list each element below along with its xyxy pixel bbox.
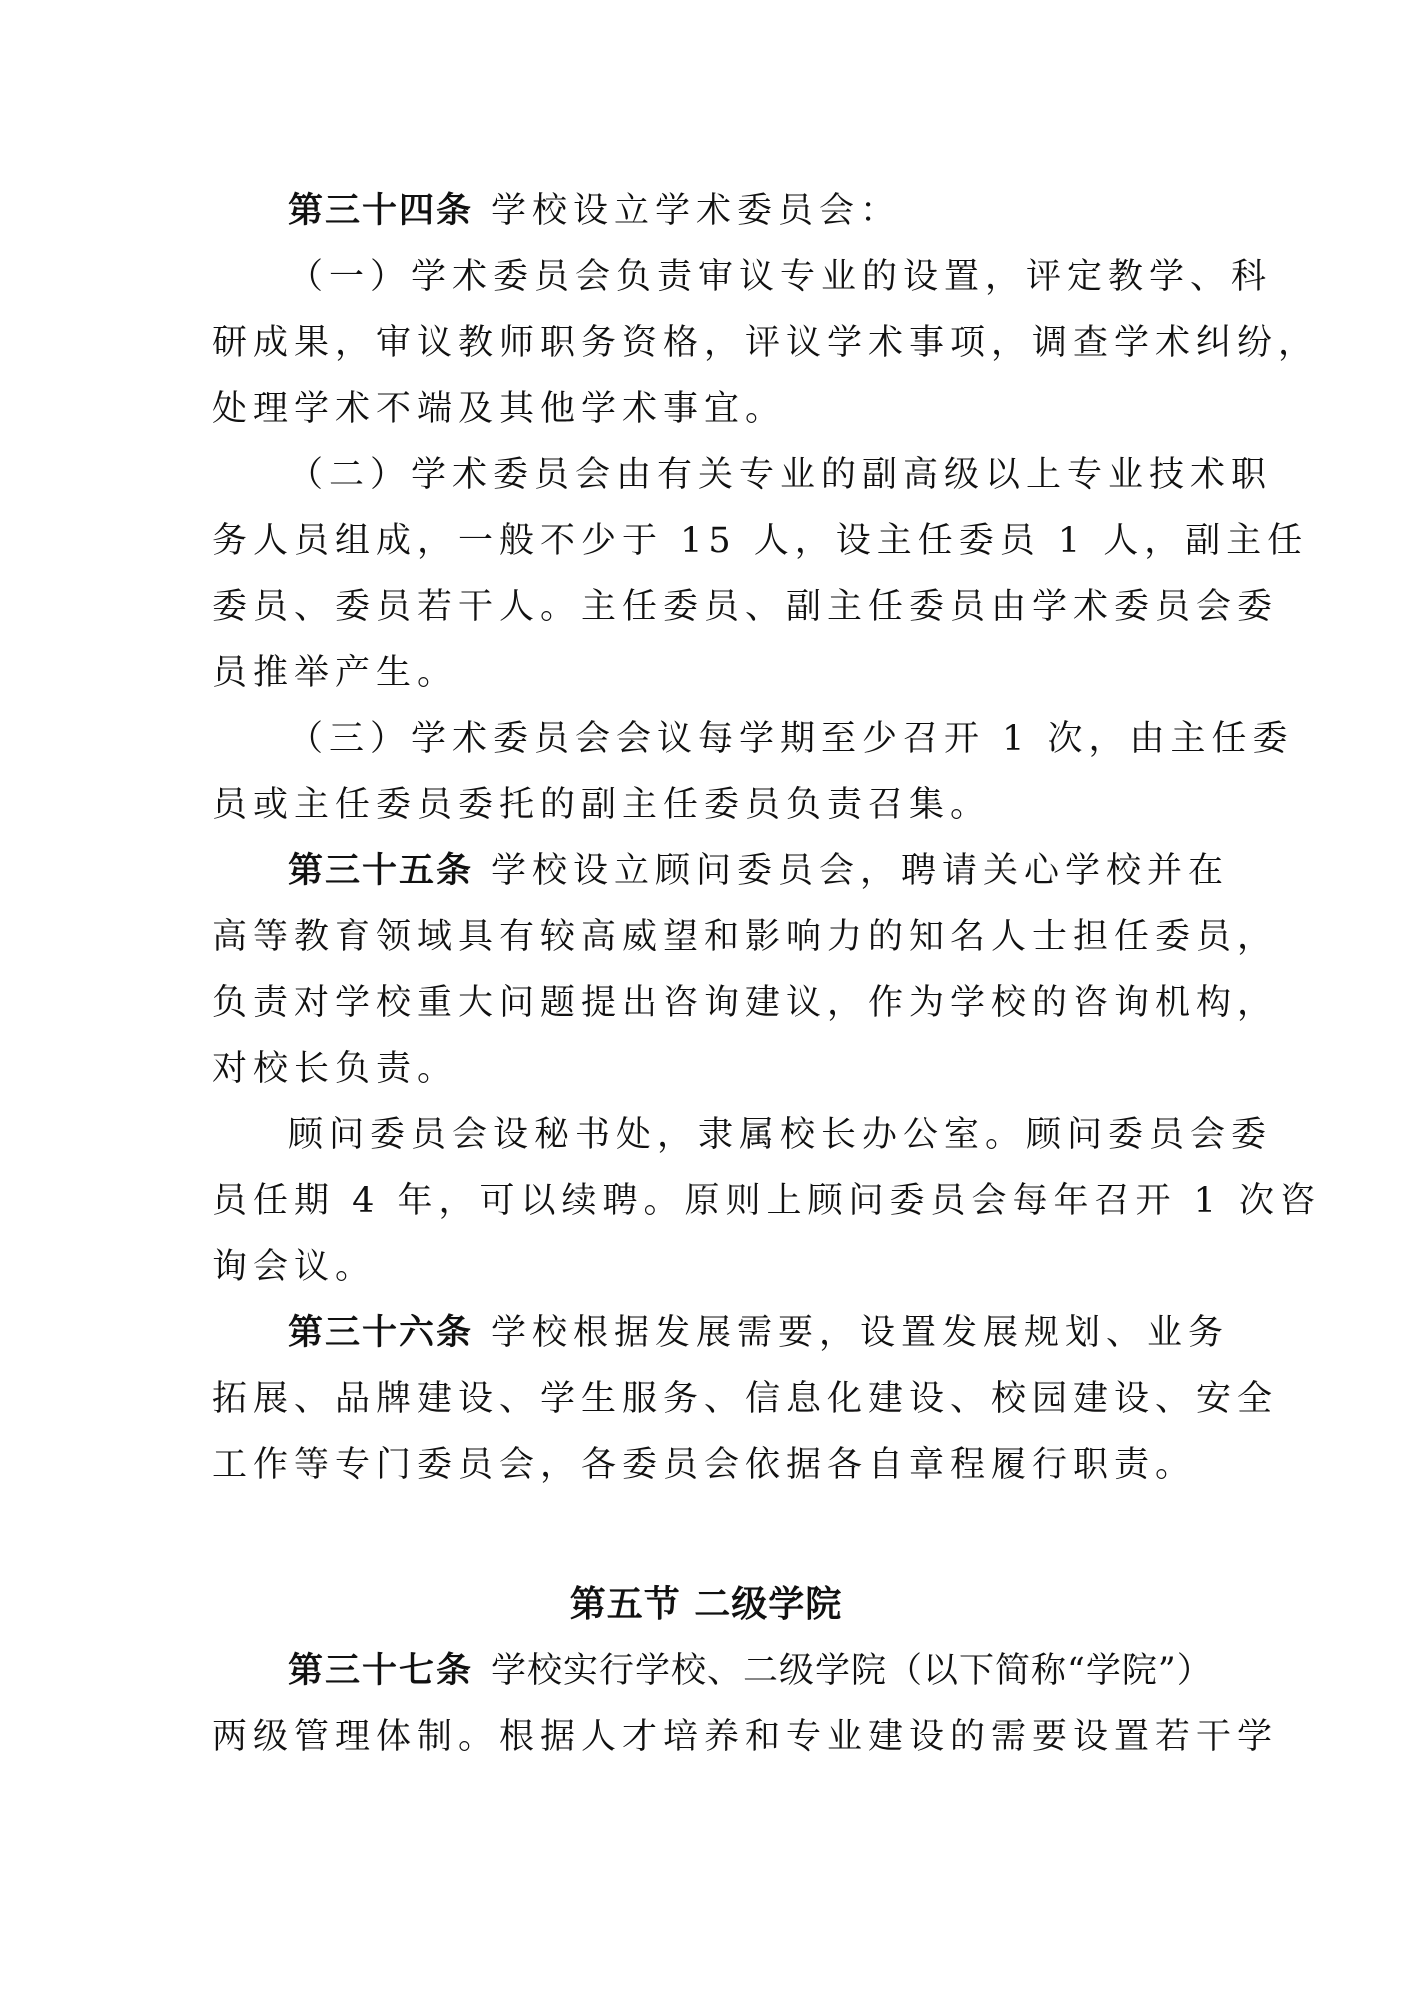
article-34-item-2-line-3: 委员、委员若干人。主任委员、副主任委员由学术委员会委 <box>212 587 1279 627</box>
article-35-line-4: 对校长负责。 <box>212 1049 459 1089</box>
article-36-line-2: 拓展、品牌建设、学生服务、信息化建设、校园建设、安全 <box>212 1379 1279 1419</box>
article-35-label: 第三十五条 <box>288 850 474 891</box>
article-35-first-line: 学校设立顾问委员会，聘请关心学校并在 <box>491 851 1230 891</box>
article-35-para2-line-1: 顾问委员会设秘书处，隶属校长办公室。顾问委员会委 <box>288 1115 1273 1155</box>
article-35-para2-line-3: 询会议。 <box>212 1247 377 1287</box>
article-34-item-3-line-2: 员或主任委员委托的副主任委员负责召集。 <box>212 785 992 825</box>
article-34-item-3-line-1: （三）学术委员会会议每学期至少召开 1 次，由主任委 <box>288 719 1294 759</box>
article-37-first-line: 学校实行学校、二级学院（以下简称“学院”） <box>491 1651 1213 1691</box>
article-35-heading <box>212 838 1230 904</box>
article-37-heading <box>212 1638 1213 1704</box>
article-37-label: 第三十七条 <box>288 1650 474 1691</box>
article-35-line-3: 负责对学校重大问题提出咨询建议，作为学校的咨询机构， <box>212 983 1279 1023</box>
section-spacer <box>212 1498 1200 1572</box>
document-page <box>212 178 1322 1770</box>
article-36-label: 第三十六条 <box>288 1312 474 1353</box>
article-34-label: 第三十四条 <box>288 190 474 231</box>
article-34-item-2-line-4: 员推举产生。 <box>212 653 459 693</box>
article-34-item-2-line-1: （二）学术委员会由有关专业的副高级以上专业技术职 <box>288 455 1273 495</box>
article-37-line-2: 两级管理体制。根据人才培养和专业建设的需要设置若干学 <box>212 1717 1279 1757</box>
article-34-item-2-line-2: 务人员组成，一般不少于 15 人，设主任委员 1 人，副主任 <box>212 521 1309 561</box>
article-36-heading <box>212 1300 1230 1366</box>
article-35-line-2: 高等教育领域具有较高威望和影响力的知名人士担任委员， <box>212 917 1279 957</box>
article-36-first-line: 学校根据发展需要，设置发展规划、业务 <box>491 1313 1230 1353</box>
article-34-item-1-line-2: 研成果，审议教师职务资格，评议学术事项，调查学术纠纷， <box>212 323 1320 363</box>
article-34-heading <box>212 178 1200 244</box>
section-title: 第五节 二级学院 <box>569 1584 843 1625</box>
article-34-text: 学校设立学术委员会： <box>491 191 902 231</box>
article-36-line-3: 工作等专门委员会，各委员会依据各自章程履行职责。 <box>212 1445 1197 1485</box>
article-35-para2-line-2: 员任期 4 年，可以续聘。原则上顾问委员会每年召开 1 次咨 <box>212 1181 1322 1221</box>
article-34-item-1-line-3: 处理学术不端及其他学术事宜。 <box>212 389 787 429</box>
article-34-item-1-line-1: （一）学术委员会负责审议专业的设置，评定教学、科 <box>288 257 1273 297</box>
